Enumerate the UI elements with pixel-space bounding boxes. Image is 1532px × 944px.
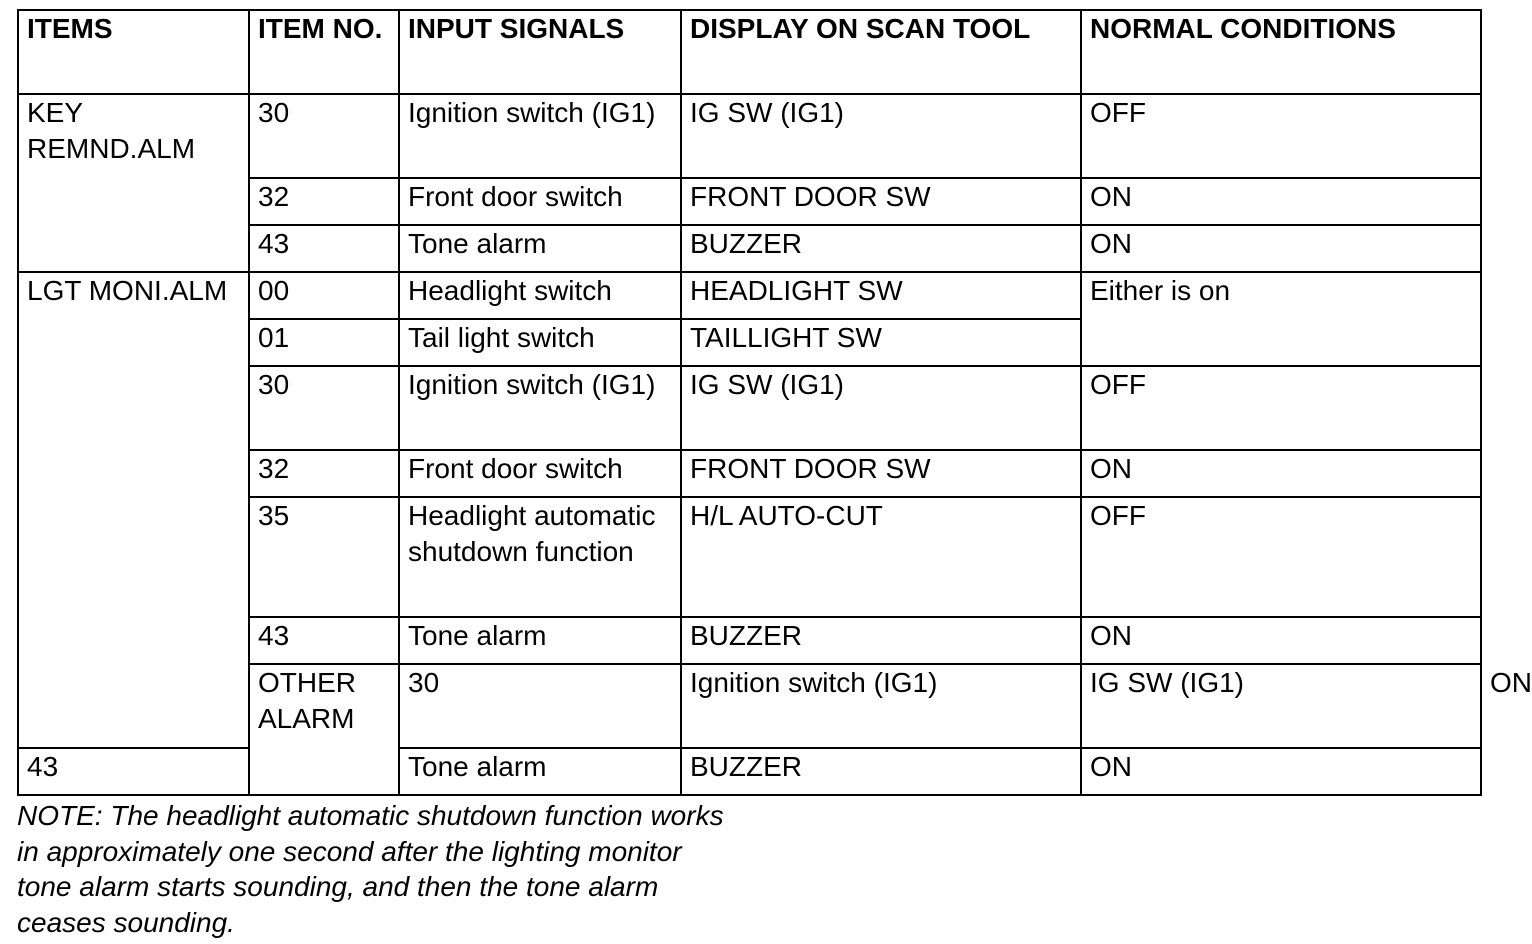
normal-condition-cell: OFF — [1081, 94, 1481, 178]
normal-condition-cell: OFF — [1081, 497, 1481, 617]
item-no-cell: 00 — [249, 272, 399, 319]
scan-tool-display-cell: IG SW (IG1) — [681, 94, 1081, 178]
scan-tool-display-cell: H/L AUTO-CUT — [681, 497, 1081, 617]
input-signal-cell: Tone alarm — [399, 748, 681, 795]
header-normal-conditions: NORMAL CONDITIONS — [1081, 10, 1481, 94]
header-item-no: ITEM NO. — [249, 10, 399, 94]
item-no-cell: 30 — [249, 366, 399, 450]
scan-tool-display-cell: IG SW (IG1) — [681, 366, 1081, 450]
footnote: NOTE: The headlight automatic shutdown function works in approximately one second after the lighting monitor tone alarm starts sounding, and then the tone alarm ceases sounding. — [17, 800, 724, 938]
normal-condition-cell: OFF — [1081, 366, 1481, 450]
table-row — [18, 272, 1481, 319]
alarm-signal-table — [17, 9, 1532, 796]
input-signal-cell: Tail light switch — [399, 319, 681, 366]
item-no-cell: 30 — [249, 94, 399, 178]
input-signal-cell: Tone alarm — [399, 225, 681, 272]
scan-tool-display-cell: IG SW (IG1) — [1081, 664, 1481, 748]
item-no-cell: 43 — [249, 225, 399, 272]
normal-condition-cell: ON — [1081, 748, 1481, 795]
table-row — [18, 94, 1481, 178]
scan-tool-display-cell: HEADLIGHT SW — [681, 272, 1081, 319]
table-row: OTHER ALARM 30 Ignition switch (IG1) IG SW (IG1) ON — [18, 664, 1481, 748]
table-row — [18, 748, 1481, 795]
scan-tool-display-cell: BUZZER — [681, 748, 1081, 795]
header-display-on-scan-tool: DISPLAY ON SCAN TOOL — [681, 10, 1081, 94]
scan-tool-display-cell: BUZZER — [681, 617, 1081, 664]
scan-tool-display-cell: BUZZER — [681, 225, 1081, 272]
input-signal-cell: Front door switch — [399, 178, 681, 225]
header-items: ITEMS — [18, 10, 249, 94]
normal-condition-cell: Either is on — [1081, 272, 1481, 366]
item-no-cell: 32 — [249, 450, 399, 497]
input-signal-cell: Headlight switch — [399, 272, 681, 319]
input-signal-cell: Ignition switch (IG1) — [681, 664, 1081, 748]
item-no-cell: 01 — [249, 319, 399, 366]
scan-tool-display-cell: TAILLIGHT SW — [681, 319, 1081, 366]
item-cell: KEY REMND.ALM — [18, 94, 249, 272]
item-cell: LGT MONI.ALM — [18, 272, 249, 748]
normal-condition-cell: ON — [1081, 178, 1481, 225]
item-no-cell: 43 — [249, 617, 399, 664]
normal-condition-cell: ON — [1081, 617, 1481, 664]
item-no-cell: 30 — [399, 664, 681, 748]
item-no-cell: 43 — [18, 748, 249, 795]
table-header-row — [18, 10, 1481, 94]
item-cell: OTHER ALARM — [249, 664, 399, 795]
input-signal-cell: Front door switch — [399, 450, 681, 497]
normal-condition-cell: ON — [1081, 450, 1481, 497]
item-no-cell: 32 — [249, 178, 399, 225]
header-input-signals: INPUT SIGNALS — [399, 10, 681, 94]
input-signal-cell: Tone alarm — [399, 617, 681, 664]
item-no-cell: 35 — [249, 497, 399, 617]
scan-tool-display-cell: FRONT DOOR SW — [681, 450, 1081, 497]
input-signal-cell: Headlight automatic shutdown function — [399, 497, 681, 617]
input-signal-cell: Ignition switch (IG1) — [399, 366, 681, 450]
scan-tool-display-cell: FRONT DOOR SW — [681, 178, 1081, 225]
input-signal-cell: Ignition switch (IG1) — [399, 94, 681, 178]
normal-condition-cell: ON — [1081, 225, 1481, 272]
